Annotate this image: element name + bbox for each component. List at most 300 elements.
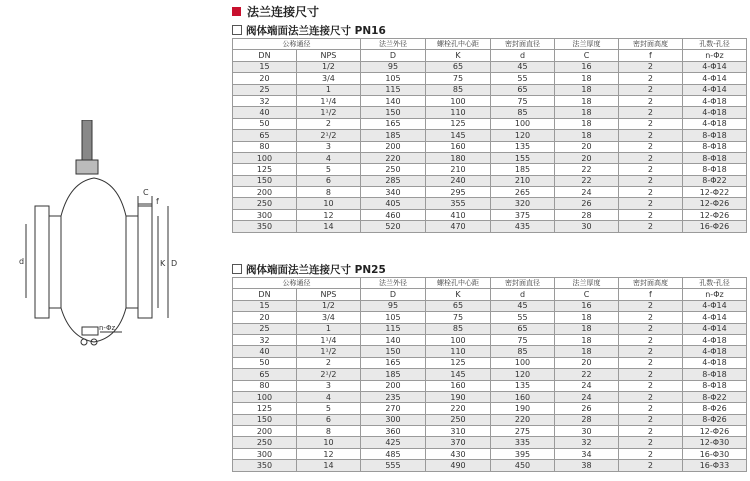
table-cell: 18 (555, 346, 619, 357)
table-row (233, 95, 747, 106)
table-cell: 200 (360, 380, 425, 391)
column-symbol: NPS (296, 289, 360, 300)
table-cell: 2 (618, 209, 682, 220)
table-cell: 115 (360, 84, 425, 95)
table-cell: 24 (555, 187, 619, 198)
table-cell: 1/2 (296, 300, 360, 311)
checkbox-square-icon (232, 264, 242, 274)
table-cell: 12-Φ26 (682, 198, 746, 209)
table-cell: 12-Φ22 (682, 187, 746, 198)
table-row (233, 300, 747, 311)
table-cell: 2 (618, 391, 682, 402)
table-row (233, 187, 747, 198)
valve-section-diagram (0, 120, 230, 360)
table-row (233, 141, 747, 152)
table-cell: 75 (425, 73, 490, 84)
column-symbol: f (618, 50, 682, 61)
table-cell: 410 (425, 209, 490, 220)
column-header: 孔数-孔径 (682, 39, 746, 50)
table-cell: 16 (555, 61, 619, 72)
table-cell: 200 (233, 187, 297, 198)
table-cell: 65 (425, 61, 490, 72)
table-cell: 300 (360, 414, 425, 425)
table-cell: 135 (491, 141, 555, 152)
table-cell: 2 (618, 448, 682, 459)
table-row (233, 221, 747, 232)
column-symbol: n-Φz (682, 289, 746, 300)
table-cell: 425 (360, 437, 425, 448)
table-cell: 190 (425, 391, 490, 402)
table-cell: 2 (618, 152, 682, 163)
table-cell: 32 (555, 437, 619, 448)
table-cell: 2 (618, 73, 682, 84)
table-cell: 350 (233, 460, 297, 471)
table-cell: 165 (360, 357, 425, 368)
table-cell: 460 (360, 209, 425, 220)
table-cell: 240 (425, 175, 490, 186)
table-cell: 65 (491, 323, 555, 334)
table-row (233, 346, 747, 357)
table-cell: 1¹/2 (296, 107, 360, 118)
column-symbol: K (425, 50, 490, 61)
table-cell: 265 (491, 187, 555, 198)
table-cell: 200 (233, 426, 297, 437)
table-cell: 65 (233, 369, 297, 380)
subtitle-text: 阀体端面法兰连接尺寸 PN25 (246, 264, 386, 276)
table-cell: 210 (425, 164, 490, 175)
table-cell: 100 (425, 334, 490, 345)
table-cell: 28 (555, 414, 619, 425)
right-flange-hub (126, 216, 138, 308)
table-cell: 85 (425, 84, 490, 95)
table-cell: 555 (360, 460, 425, 471)
table-row (233, 130, 747, 141)
table-cell: 12 (296, 209, 360, 220)
column-header: 公称通径 (233, 39, 361, 50)
table-cell: 360 (360, 426, 425, 437)
table-row (233, 73, 747, 84)
table-cell: 110 (425, 346, 490, 357)
column-symbol: C (555, 50, 619, 61)
table-cell: 165 (360, 118, 425, 129)
table-cell: 25 (233, 323, 297, 334)
table-cell: 2 (618, 175, 682, 186)
table-cell: 4-Φ18 (682, 346, 746, 357)
table-cell: 4-Φ14 (682, 312, 746, 323)
table-cell: 250 (233, 437, 297, 448)
table-cell: 20 (233, 312, 297, 323)
checkbox-square-icon (232, 25, 242, 35)
label-f: f (156, 197, 159, 206)
table-cell: 2 (618, 130, 682, 141)
table-cell: 25 (233, 84, 297, 95)
table-cell: 2 (618, 323, 682, 334)
valve-body (61, 178, 126, 342)
column-symbol: NPS (296, 50, 360, 61)
table-cell: 2 (618, 346, 682, 357)
table-cell: 28 (555, 209, 619, 220)
table-cell: 295 (425, 187, 490, 198)
table-cell: 1 (296, 84, 360, 95)
column-header: 密封面直径 (491, 278, 555, 289)
left-flange-hub (49, 216, 61, 308)
table-cell: 8-Φ18 (682, 141, 746, 152)
page-title-text: 法兰连接尺寸 (247, 5, 320, 19)
table-row (233, 357, 747, 368)
table-cell: 1 (296, 323, 360, 334)
table-cell: 145 (425, 369, 490, 380)
table-cell: 2 (618, 84, 682, 95)
title-marker (232, 7, 241, 16)
column-symbol: D (360, 289, 425, 300)
table-cell: 85 (491, 346, 555, 357)
table-cell: 24 (555, 391, 619, 402)
table-cell: 18 (555, 323, 619, 334)
table-cell: 2 (618, 221, 682, 232)
table-cell: 210 (491, 175, 555, 186)
header-row (233, 39, 747, 50)
table-cell: 1¹/4 (296, 95, 360, 106)
column-header: 密封面高度 (618, 39, 682, 50)
table-row (233, 61, 747, 72)
table-cell: 185 (491, 164, 555, 175)
table-cell: 4-Φ14 (682, 61, 746, 72)
column-header: 螺栓孔中心距 (425, 278, 490, 289)
table-cell: 18 (555, 130, 619, 141)
label-c: C (143, 188, 149, 197)
header-row (233, 50, 747, 61)
table-cell: 95 (360, 300, 425, 311)
table-cell: 10 (296, 437, 360, 448)
table-cell: 1¹/4 (296, 334, 360, 345)
table-cell: 26 (555, 403, 619, 414)
table-cell: 150 (360, 346, 425, 357)
table-cell: 450 (491, 460, 555, 471)
table-cell: 100 (491, 357, 555, 368)
table-cell: 285 (360, 175, 425, 186)
table-cell: 18 (555, 334, 619, 345)
table-row (233, 198, 747, 209)
table-cell: 14 (296, 460, 360, 471)
table-cell: 2 (618, 107, 682, 118)
table-row (233, 403, 747, 414)
header-row (233, 278, 747, 289)
table-cell: 270 (360, 403, 425, 414)
table-cell: 80 (233, 141, 297, 152)
table-cell: 200 (360, 141, 425, 152)
table-cell: 375 (491, 209, 555, 220)
table-cell: 8-Φ26 (682, 414, 746, 425)
table-cell: 75 (491, 334, 555, 345)
page-title (232, 3, 319, 20)
table-cell: 2 (618, 460, 682, 471)
table-cell: 12-Φ30 (682, 437, 746, 448)
column-symbol: n-Φz (682, 50, 746, 61)
table-cell: 8 (296, 426, 360, 437)
table-cell: 125 (233, 403, 297, 414)
table-cell: 18 (555, 312, 619, 323)
table-cell: 2¹/2 (296, 130, 360, 141)
left-flange (35, 206, 49, 318)
table-cell: 320 (491, 198, 555, 209)
table-cell: 2 (618, 198, 682, 209)
table-cell: 520 (360, 221, 425, 232)
table-cell: 395 (491, 448, 555, 459)
label-k: K (160, 259, 166, 268)
table-cell: 250 (360, 164, 425, 175)
table-cell: 150 (360, 107, 425, 118)
table-cell: 110 (425, 107, 490, 118)
table-cell: 8-Φ18 (682, 152, 746, 163)
header-row (233, 289, 747, 300)
column-symbol: K (425, 289, 490, 300)
table-cell: 250 (233, 198, 297, 209)
table-cell: 350 (233, 221, 297, 232)
label-d: d (19, 257, 25, 266)
table-cell: 8-Φ26 (682, 403, 746, 414)
column-symbol: DN (233, 289, 297, 300)
table-cell: 140 (360, 95, 425, 106)
table-cell: 20 (555, 141, 619, 152)
table-cell: 8-Φ18 (682, 369, 746, 380)
table-cell: 220 (425, 403, 490, 414)
column-symbol: C (555, 289, 619, 300)
table-row (233, 414, 747, 425)
table-cell: 30 (555, 426, 619, 437)
table-cell: 120 (491, 369, 555, 380)
table-cell: 14 (296, 221, 360, 232)
table-row (233, 323, 747, 334)
table-cell: 4-Φ14 (682, 73, 746, 84)
table-cell: 2 (618, 437, 682, 448)
table-row (233, 84, 747, 95)
table-cell: 4-Φ18 (682, 334, 746, 345)
table-cell: 22 (555, 164, 619, 175)
table-cell: 180 (425, 152, 490, 163)
table-cell: 85 (425, 323, 490, 334)
table-cell: 125 (233, 164, 297, 175)
table-cell: 16-Φ26 (682, 221, 746, 232)
table-cell: 8 (296, 187, 360, 198)
table-cell: 275 (491, 426, 555, 437)
table-cell: 6 (296, 175, 360, 186)
column-symbol: d (491, 289, 555, 300)
table-cell: 12 (296, 448, 360, 459)
flange-table-pn25 (232, 277, 747, 472)
table-cell: 155 (491, 152, 555, 163)
table-row (233, 448, 747, 459)
subtitle-text: 阀体端面法兰连接尺寸 PN16 (246, 25, 386, 37)
table-cell: 405 (360, 198, 425, 209)
table-row (233, 369, 747, 380)
table-cell: 2 (618, 118, 682, 129)
table-cell: 10 (296, 198, 360, 209)
table-cell: 3 (296, 380, 360, 391)
table-cell: 18 (555, 118, 619, 129)
table-cell: 370 (425, 437, 490, 448)
table-cell: 38 (555, 460, 619, 471)
table-cell: 22 (555, 175, 619, 186)
table-row (233, 164, 747, 175)
table-row (233, 312, 747, 323)
table-cell: 20 (233, 73, 297, 84)
table-row (233, 391, 747, 402)
table-cell: 55 (491, 73, 555, 84)
label-D: D (171, 259, 178, 268)
valve-stem (82, 120, 92, 162)
table-cell: 490 (425, 460, 490, 471)
column-symbol: f (618, 289, 682, 300)
table-cell: 16 (555, 300, 619, 311)
column-header: 公称通径 (233, 278, 361, 289)
table-cell: 4-Φ18 (682, 357, 746, 368)
table-cell: 4 (296, 152, 360, 163)
bolt-head (81, 339, 87, 345)
table-cell: 2 (618, 357, 682, 368)
table-cell: 1/2 (296, 61, 360, 72)
table-cell: 12-Φ26 (682, 209, 746, 220)
table-row (233, 426, 747, 437)
table-row (233, 107, 747, 118)
column-header: 螺栓孔中心距 (425, 39, 490, 50)
table-cell: 5 (296, 403, 360, 414)
table-cell: 2 (618, 403, 682, 414)
column-header: 法兰外径 (360, 39, 425, 50)
table-cell: 12-Φ26 (682, 426, 746, 437)
table-cell: 8-Φ18 (682, 130, 746, 141)
table-cell: 160 (425, 380, 490, 391)
table-cell: 18 (555, 95, 619, 106)
table-row (233, 209, 747, 220)
table-row (233, 460, 747, 471)
table-cell: 235 (360, 391, 425, 402)
table-cell: 45 (491, 61, 555, 72)
table-cell: 105 (360, 312, 425, 323)
table-cell: 65 (425, 300, 490, 311)
table-cell: 160 (491, 391, 555, 402)
table-cell: 55 (491, 312, 555, 323)
table-cell: 335 (491, 437, 555, 448)
table-cell: 2 (296, 357, 360, 368)
table-cell: 100 (425, 95, 490, 106)
table-cell: 8-Φ22 (682, 391, 746, 402)
table-cell: 65 (233, 130, 297, 141)
table-cell: 2¹/2 (296, 369, 360, 380)
table-cell: 45 (491, 300, 555, 311)
table-cell: 75 (425, 312, 490, 323)
table-cell: 4-Φ14 (682, 84, 746, 95)
table-cell: 22 (555, 369, 619, 380)
table-cell: 2 (618, 187, 682, 198)
table-cell: 4 (296, 391, 360, 402)
table-row (233, 380, 747, 391)
table-cell: 435 (491, 221, 555, 232)
table-cell: 4-Φ18 (682, 95, 746, 106)
valve-neck (76, 160, 98, 174)
table-cell: 15 (233, 61, 297, 72)
table-cell: 2 (618, 334, 682, 345)
table-cell: 40 (233, 346, 297, 357)
table-row (233, 118, 747, 129)
table-cell: 32 (233, 95, 297, 106)
table-cell: 2 (618, 312, 682, 323)
table-cell: 50 (233, 118, 297, 129)
table-cell: 250 (425, 414, 490, 425)
table-cell: 470 (425, 221, 490, 232)
column-symbol: D (360, 50, 425, 61)
table-cell: 8-Φ18 (682, 380, 746, 391)
table-cell: 355 (425, 198, 490, 209)
table-cell: 1¹/2 (296, 346, 360, 357)
table-cell: 2 (618, 95, 682, 106)
table-cell: 300 (233, 448, 297, 459)
table-cell: 145 (425, 130, 490, 141)
column-symbol: DN (233, 50, 297, 61)
column-header: 孔数-孔径 (682, 278, 746, 289)
column-header: 密封面直径 (491, 39, 555, 50)
table-cell: 32 (233, 334, 297, 345)
table-cell: 4-Φ18 (682, 118, 746, 129)
table-cell: 24 (555, 380, 619, 391)
column-header: 法兰外径 (360, 278, 425, 289)
table-cell: 125 (425, 357, 490, 368)
table-cell: 8-Φ18 (682, 164, 746, 175)
table-cell: 2 (618, 369, 682, 380)
table-cell: 30 (555, 221, 619, 232)
table-cell: 80 (233, 380, 297, 391)
table-cell: 2 (618, 414, 682, 425)
table-cell: 16-Φ33 (682, 460, 746, 471)
table-cell: 300 (233, 209, 297, 220)
table-cell: 3 (296, 141, 360, 152)
table-cell: 120 (491, 130, 555, 141)
table-cell: 5 (296, 164, 360, 175)
table-cell: 185 (360, 130, 425, 141)
table-subtitle-pn25 (232, 262, 386, 277)
table-cell: 6 (296, 414, 360, 425)
table-cell: 2 (618, 426, 682, 437)
column-header: 密封面高度 (618, 278, 682, 289)
table-cell: 2 (618, 300, 682, 311)
label-nphiz: n-Φz (99, 324, 116, 332)
table-cell: 4-Φ18 (682, 107, 746, 118)
table-cell: 16-Φ30 (682, 448, 746, 459)
table-cell: 135 (491, 380, 555, 391)
table-cell: 85 (491, 107, 555, 118)
table-cell: 100 (491, 118, 555, 129)
table-cell: 150 (233, 175, 297, 186)
table-cell: 3/4 (296, 312, 360, 323)
table-cell: 2 (618, 164, 682, 175)
table-cell: 18 (555, 107, 619, 118)
table-cell: 105 (360, 73, 425, 84)
table-cell: 18 (555, 84, 619, 95)
table-cell: 125 (425, 118, 490, 129)
table-cell: 2 (618, 61, 682, 72)
table-cell: 100 (233, 391, 297, 402)
table-subtitle-pn16 (232, 23, 386, 38)
table-cell: 20 (555, 152, 619, 163)
table-cell: 4-Φ14 (682, 323, 746, 334)
table-cell: 50 (233, 357, 297, 368)
table-cell: 2 (618, 141, 682, 152)
table-cell: 2 (296, 118, 360, 129)
table-cell: 26 (555, 198, 619, 209)
table-cell: 15 (233, 300, 297, 311)
table-cell: 310 (425, 426, 490, 437)
table-row (233, 152, 747, 163)
table-cell: 75 (491, 95, 555, 106)
